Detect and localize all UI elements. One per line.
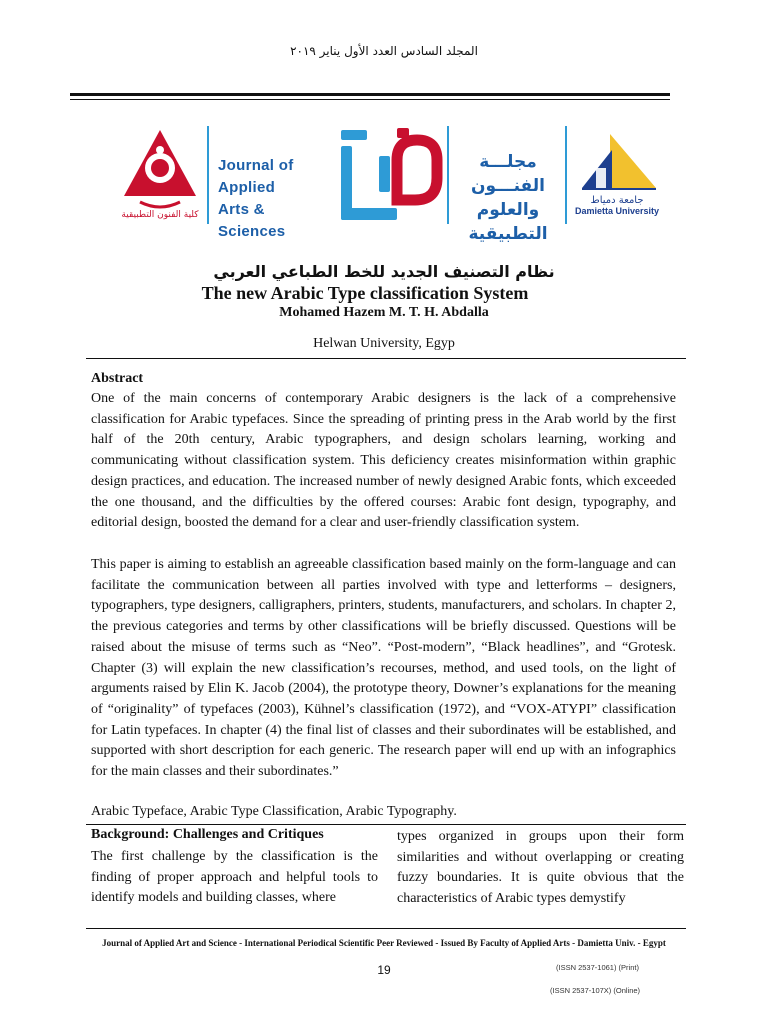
damietta-university-logo <box>572 130 662 230</box>
abstract-heading: Abstract <box>91 371 144 386</box>
journal-name-en-line2: Arts & Sciences <box>218 201 286 240</box>
right-column-text: types organized in groups upon their form similarities and without overlapping or creating fuzzy boundaries. It is quite obvious that the characteristics of Arabic types demystify <box>397 829 684 906</box>
running-header: المجلد السادس العدد الأول يناير ٢٠١٩ <box>290 44 478 58</box>
damietta-emblem-icon <box>572 130 662 190</box>
faculty-name-ar: كلية الفنون التطبيقية <box>121 210 199 220</box>
author-name: Mohamed Hazem M. T. H. Abdalla <box>279 305 489 320</box>
affiliation: Helwan University, Egyp <box>313 336 455 351</box>
journal-mark-icon <box>335 126 443 226</box>
footer-journal-line: Journal of Applied Art and Science - International Periodical Scientific Peer Reviewed - Issued By Faculty of Applied Arts - Damietta Univ. - Egypt <box>102 938 666 948</box>
journal-name-ar-line1: مجلـــة الفنـــون <box>471 152 545 196</box>
banner-divider <box>207 126 209 224</box>
header-rule-bottom <box>70 99 670 100</box>
banner-divider <box>565 126 567 224</box>
section-rule <box>86 824 686 825</box>
issn-online: (ISSN 2537-107X) (Online) <box>550 986 641 995</box>
journal-name-en-line1: Journal of Applied <box>218 157 294 196</box>
section-heading: Background: Challenges and Critiques <box>91 827 324 842</box>
left-column-text: The first challenge by the classification is the finding of proper approach and helpful tools to identify models and building classes, where <box>91 849 378 905</box>
page-number: 19 <box>377 963 391 977</box>
journal-name-ar <box>450 150 566 246</box>
header-rule-top <box>70 93 670 96</box>
issn-print: (ISSN 2537-1061) (Print) <box>556 963 639 972</box>
faculty-emblem-icon <box>120 126 200 210</box>
journal-name-en <box>218 155 328 243</box>
journal-name-ar-line2: والعلوم التطبيقية <box>468 200 548 244</box>
abstract-keywords: Arabic Typeface, Arabic Type Classification, Arabic Typography. <box>91 804 457 819</box>
abstract-paragraph-1: One of the main concerns of contemporary Arabic designers is the lack of a comprehensive classification for Arabic typefaces. Since the spreading of printing press in the Arab world by the first half of the 20th century, Arabic typographers, and design scholars learning, working and communicating without classification system. This deficiency creates misinformation within graphic design practices, and education. The increased number of newly designed Arabic fonts, which exceeded the one thousand, and the difficulties by the offered courses: Arabic font design, typography, and editorial design, boosted the demand for a clear and user-friendly classification system. <box>91 391 676 531</box>
university-name-en: Damietta University <box>574 206 660 216</box>
footer-rule <box>86 928 686 929</box>
university-name-ar: جامعة دمياط <box>590 195 644 206</box>
title-rule <box>86 358 686 359</box>
title-arabic: نظام التصنيف الجديد للخط الطباعي العربي <box>213 262 555 281</box>
journal-banner <box>110 120 670 244</box>
title-english: The new Arabic Type classification System <box>201 283 529 303</box>
abstract-paragraph-2: This paper is aiming to establish an agreeable classification based mainly on the form-language and can facilitate the communication between all parties involved with type and letterforms – designers, typographers, type designers, calligraphers, printers, students, manufacturers, and scholars. In chapter 2, the previous categories and terms by other classifications will be briefly discussed. Questions will be raised about the misuse of terms such as “Neo”. “Post-modern”, “Black headlines”, and “Grotesk. Chapter (3) will explain the new classification’s recourses, method, and used tools, on the light of arguments raised by Elin K. Jacob (2004), the prototype theory, Downer’s explanations for the meaning of “originality” of typefaces (2003), Kühnel’s classification (1972), and “VOX-ATYPI” classification for Latin typefaces. In chapter (4) the final list of classes and their subordinates will be established, and supported with short description for each generic. The research paper will end up with an infographics for the main classes and their subordinates.” <box>91 557 676 780</box>
faculty-logo <box>120 126 200 226</box>
banner-divider <box>447 126 449 224</box>
